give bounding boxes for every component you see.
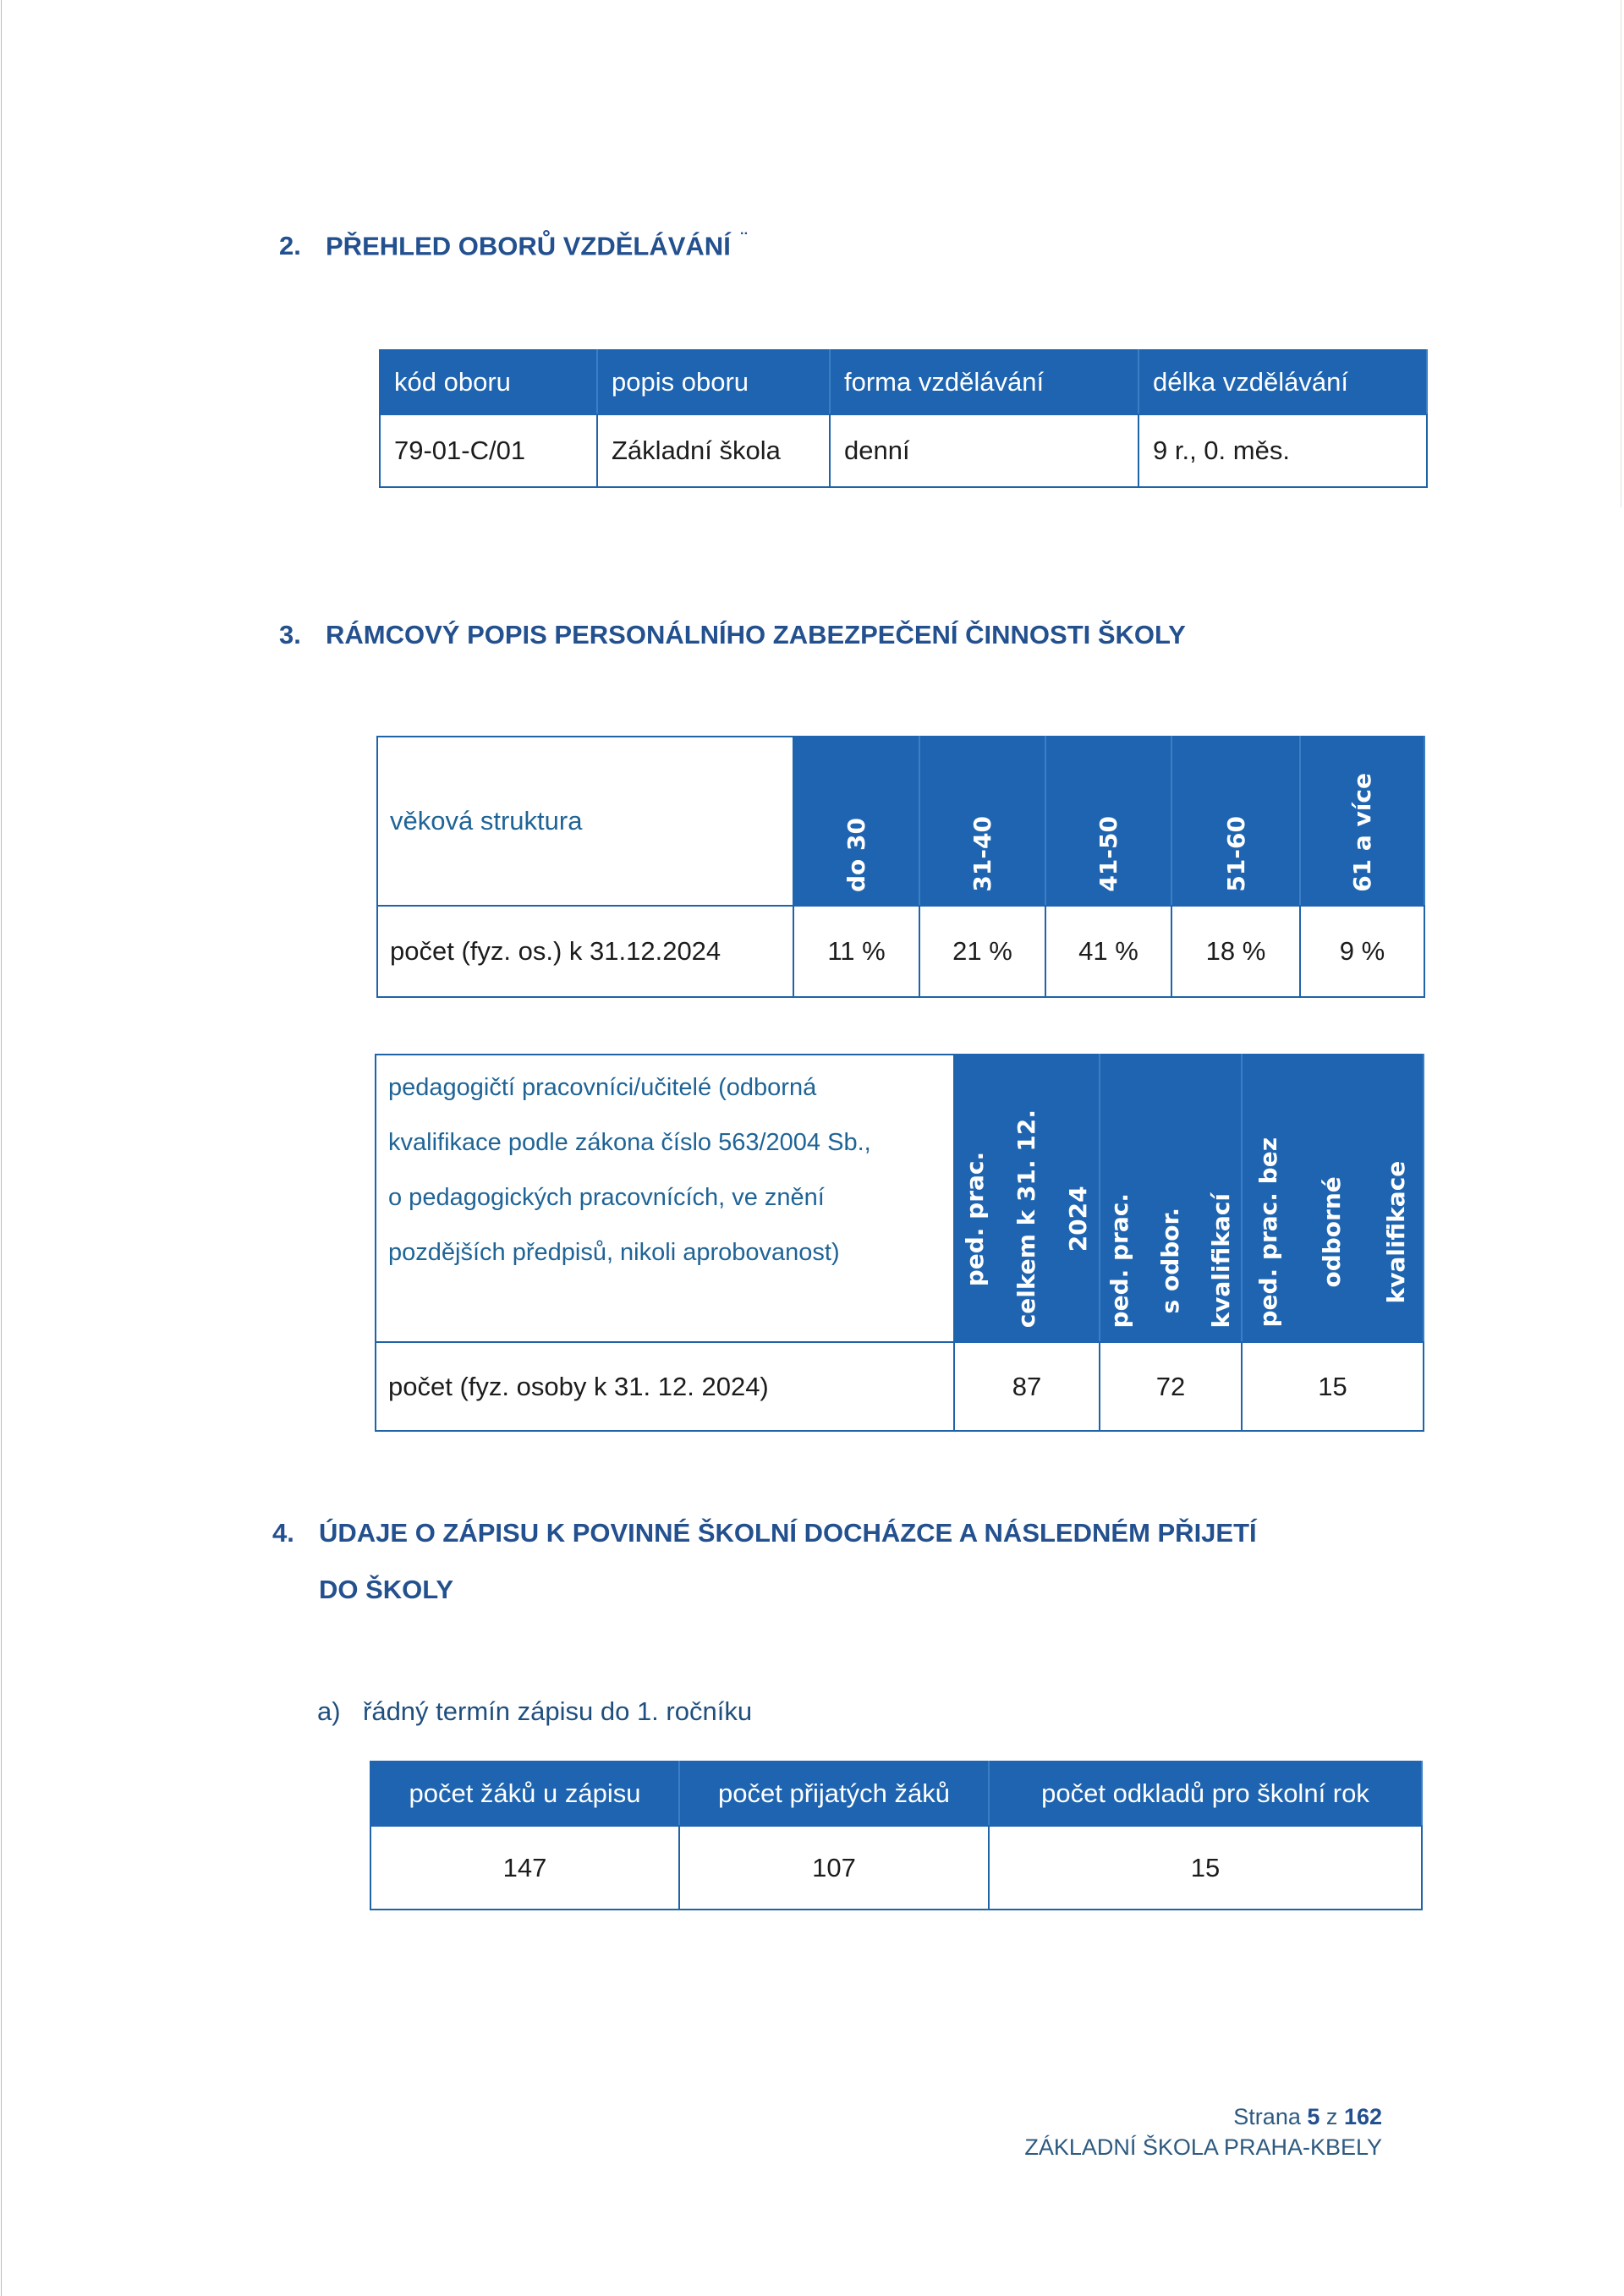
table-row (370, 1826, 1422, 1910)
header-line: ped. prac. (1106, 1192, 1133, 1328)
fields-of-study-table (379, 349, 1428, 488)
table-header-row (380, 350, 1427, 414)
column-header (954, 1055, 1100, 1342)
table-header-row (370, 1762, 1422, 1826)
age-group-label: do 30 (842, 818, 870, 892)
section-mark: ¨ (740, 228, 748, 249)
column-header (1171, 737, 1300, 906)
section-4-heading-continued (319, 1575, 453, 1605)
header-line: 2024 (1064, 1185, 1093, 1252)
section-title: ÚDAJE O ZÁPISU K POVINNÉ ŠKOLNÍ DOCHÁZCE A NÁSLEDNÉM PŘIJETÍ (319, 1518, 1257, 1548)
staff-count: 15 (1242, 1342, 1424, 1431)
description-line: kvalifikace podle zákona číslo 563/2004 Sb., (388, 1129, 871, 1156)
age-share-value: 11 % (793, 906, 919, 997)
qualification-table (375, 1054, 1424, 1432)
scan-edge-left (1, 0, 2, 2296)
column-header (1045, 737, 1171, 906)
staff-count: 87 (954, 1342, 1100, 1431)
section-2-heading (279, 228, 747, 261)
subsection-title: řádný termín zápisu do 1. ročníku (363, 1696, 753, 1726)
column-header: popis oboru (597, 350, 830, 414)
section-title: PŘEHLED OBORŮ VZDĚLÁVÁNÍ (326, 231, 731, 261)
table-row (380, 414, 1427, 487)
page-prefix: Strana (1233, 2104, 1301, 2129)
page-footer (1024, 2101, 1382, 2162)
table-header-row (377, 737, 1424, 906)
subsection-a (317, 1696, 752, 1727)
table-header-row (376, 1055, 1424, 1342)
description-line: o pedagogických pracovnících, ve znění (388, 1184, 825, 1211)
field-description: Základní škola (597, 414, 830, 487)
section-4-heading (272, 1518, 1257, 1548)
deferral-count: 15 (989, 1826, 1422, 1910)
study-form: denní (830, 414, 1138, 487)
age-share-value: 18 % (1171, 906, 1300, 997)
section-title: DO ŠKOLY (319, 1575, 454, 1604)
header-line: kvalifikací (1207, 1192, 1235, 1328)
table-row (376, 1342, 1424, 1431)
column-header: kód oboru (380, 350, 597, 414)
header-line: odborné (1318, 1177, 1347, 1289)
column-header: počet přijatých žáků (679, 1762, 989, 1826)
age-group-label: 61 a více (1348, 773, 1376, 892)
column-header (793, 737, 919, 906)
subsection-label: a) (317, 1696, 341, 1726)
page-total: 162 (1343, 2104, 1382, 2129)
column-header: forma vzdělávání (830, 350, 1138, 414)
age-share-value: 9 % (1300, 906, 1424, 997)
enrolled-count: 147 (370, 1826, 679, 1910)
age-share-value: 21 % (919, 906, 1045, 997)
table-row (377, 906, 1424, 997)
section-number: 3. (279, 620, 301, 649)
header-line: s odbor. (1156, 1207, 1184, 1313)
description-line: pozdějších předpisů, nikoli aprobovanost) (388, 1239, 840, 1266)
column-header (1242, 1055, 1424, 1342)
header-line: celkem k 31. 12. (1012, 1109, 1040, 1328)
column-header: délka vzdělávání (1138, 350, 1427, 414)
header-line: ped. prac. bez (1254, 1137, 1282, 1328)
age-structure-label: věková struktura (377, 737, 793, 906)
header-line: ped. prac. (960, 1151, 989, 1286)
section-number: 2. (279, 231, 301, 261)
column-header (919, 737, 1045, 906)
row-label: počet (fyz. osoby k 31. 12. 2024) (376, 1342, 954, 1431)
school-name: ZÁKLADNÍ ŠKOLA PRAHA-KBELY (1024, 2134, 1382, 2160)
column-header: počet žáků u zápisu (370, 1762, 679, 1826)
column-header (1300, 737, 1424, 906)
header-line: kvalifikace (1382, 1161, 1411, 1305)
age-group-label: 41-50 (1095, 816, 1122, 892)
admitted-count: 107 (679, 1826, 989, 1910)
age-share-value: 41 % (1045, 906, 1171, 997)
age-group-label: 51-60 (1221, 816, 1250, 892)
description-line: pedagogičtí pracovníci/učitelé (odborná (388, 1074, 817, 1101)
qualification-description (376, 1055, 954, 1342)
section-number: 4. (272, 1518, 294, 1548)
page-current: 5 (1307, 2104, 1320, 2129)
column-header (1100, 1055, 1242, 1342)
column-header: počet odkladů pro školní rok (989, 1762, 1422, 1826)
staff-count: 72 (1100, 1342, 1242, 1431)
age-group-label: 31-40 (968, 816, 996, 892)
section-title: RÁMCOVÝ POPIS PERSONÁLNÍHO ZABEZPEČENÍ ČINNOSTI ŠKOLY (326, 620, 1186, 649)
enrollment-table (370, 1761, 1423, 1910)
row-label: počet (fyz. os.) k 31.12.2024 (377, 906, 793, 997)
study-length: 9 r., 0. měs. (1138, 414, 1427, 487)
field-code: 79-01-C/01 (380, 414, 597, 487)
page-number (1024, 2101, 1382, 2132)
section-3-heading (279, 620, 1186, 650)
page-separator: z (1325, 2104, 1338, 2129)
age-structure-table (376, 736, 1425, 998)
